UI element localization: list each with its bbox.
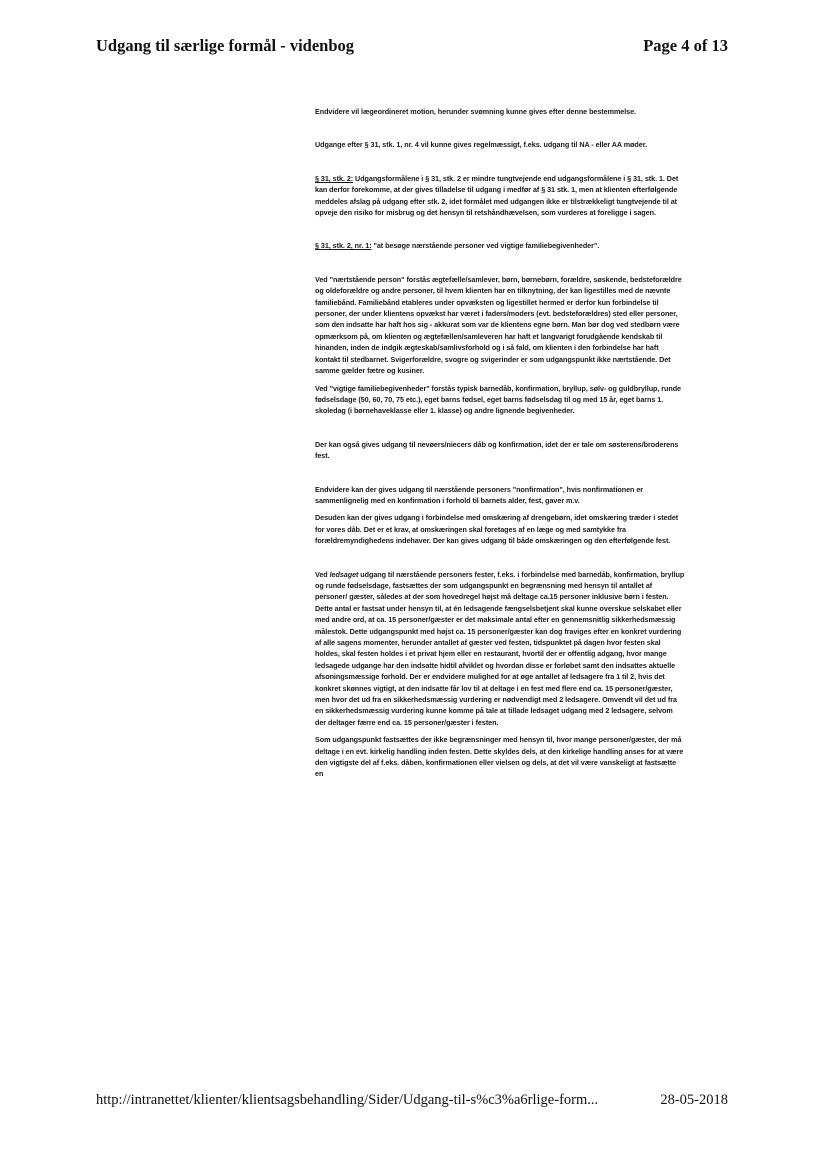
- paragraph-nephews-nieces: Der kan også gives udgang til nevøers/niecers dåb og konfirmation, idet der er tale om søsterens/broderens fest.: [315, 439, 679, 461]
- page-number: Page 4 of 13: [643, 36, 728, 55]
- section-text: "at besøge nærstående personer ved vigtige familiebegivenheder".: [371, 241, 600, 251]
- paragraph-section-31-2-1: [315, 240, 685, 251]
- paragraph-regular-leave: Udgange efter § 31, stk. 1, nr. 4 vil kunne gives regelmæssigt, f.eks. udgang til NA - eller AA møder.: [315, 140, 648, 150]
- section-reference: § 31, stk. 2:: [315, 173, 354, 183]
- paragraph-text: udgang til nærstående personers fester, f.eks. i forbindelse med barnedåb, konfirmation, bryllup og runde fødselsdage, fastsættes der som udgangspunkt en begrænsning med hensyn til antallet af personer/ gæster, således at der som hovedregel højst må deltage ca.15 personer inklusive børn i festen. Dette antal er fastsat under hensyn til, at én ledsagende fængselsbetjent skal kunne overskue selskabet eller med andre ord, at ca. 15 personer/gæster er det maksimale antal efter en gennemsnitlig sikkerhedsmæssig målestok. Dette udgangspunkt med højst ca. 15 personer/gæster kan dog fraviges efter en konkret vurdering af alle sagens momenter, herunder antallet af gæster ved festen, tidspunktet på dagen hvor festen skal holdes, skal festen holdes i et privat hjem eller en restaurant, hvortil der er offentlig adgang, hvor mange ledsagede udgange har den indsatte hidtil afviklet og hvordan disse er forløbet samt den indsattes aktuelle afsoningsmæssige forhold. Der er endvidere mulighed for at øge antallet af ledsagere fra 1 til 2, hvis det konkret skønnes vigtigt, at den indsatte får lov til at deltage i en fest med flere end ca. 15 personer/gæster, men hvor det ud fra en sikkerhedsmæssig vurdering er nødvendigt med 2 ledsagere. Omvendt vil det ud fra en sikkerhedsmæssig vurdering kunne komme på tale at tillade ledsaget udgang med 2 ledsagere, selvom der deltager færre end ca. 15 personer/gæster i festen.: [315, 569, 685, 727]
- paragraph-close-person: Ved "nærtstående person" forstås ægtefælle/samlever, børn, børnebørn, forældre, søskende, bedsteforældre og oldeforældre og andre personer, til hvem klienten har en tilknytning, der kan ligestilles med de nævnte familiebånd. Familiebånd etableres under opvæksten og ligestillet hermed er derfor kun forbindelse til personer, der under klientens opvækst har været i faders/moders (evt. bedsteforældres) sted eller personer, som den indsatte har haft hos sig - akkurat som var de klientens egne børn. Man bør dog ved stedbørn være opmærksom på, om klienten og ægtefællen/samleveren har haft et langvarigt forudgående kendskab til hinanden, inden de indgik ægteskab/samlivsforhold og i så fald, om klienten i den forbindelse har haft kontakt til stedbarnet. Svigerforældre, svogre og svigerinder er som udgangspunkt ikke nærtstående. Det samme gælder fætre og kusiner.: [315, 274, 682, 376]
- footer-url: http://intranettet/klienter/klientsagsbehandling/Sider/Udgang-til-s%c3%a6rlige-form...: [96, 1092, 599, 1108]
- section-text: Udgangsformålene i § 31, stk. 2 er mindre tungtvejende end udgangsformålene i § 31, stk. 1. Det kan derfor forekomme, at der gives tilladelse til udgang i medfør af § 31 stk. 1, men at klienten efterfølgende meddeles afslag på udgang efter stk. 2, idet formålet med udgangen ikke er tilstrækkeligt tungtvejende til at opveje den risiko for misbrug og det hensyn til retshåndhævelsen, som vurderes at foreligge i sagen.: [315, 173, 679, 218]
- footer-date: 28-05-2018: [660, 1092, 728, 1108]
- document-body: [315, 106, 685, 780]
- paragraph-section-31-2: [315, 173, 685, 219]
- paragraph-circumcision: Desuden kan der gives udgang i forbindelse med omskæring af drengebørn, idet omskæring træder i stedet for vores dåb. Det er et krav, at omskæringen skal foretages af en læge og med samtykke fra forældremyndighedens indehaver. Der kan gives udgang til både omskæringen og den efterfølgende fest.: [315, 513, 679, 546]
- paragraph-lead: Ved: [315, 569, 330, 579]
- paragraph-church-ceremony: Som udgangspunkt fastsættes der ikke begrænsninger med hensyn til, hvor mange personer/gæster, der må deltage i en evt. kirkelig handling inden festen. Dette skyldes dels, at den kirkelige handling anses for at være den vigtigste del af f.eks. dåben, konfirmationen eller vielsen og dels, at det vil være vanskeligt at fastsætte en: [315, 735, 684, 779]
- paragraph-escorted-leave: [315, 569, 685, 729]
- section-reference: § 31, stk. 2, nr. 1:: [315, 241, 372, 251]
- emphasis-escorted: ledsaget: [329, 569, 359, 579]
- page-title: Udgang til særlige formål - videnbog: [96, 36, 355, 55]
- paragraph-nonfirmation: Endvidere kan der gives udgang til nærstående personers "nonfirmation", hvis nonfirmationen er sammenlignelig med en konfirmation i forhold til barnets alder, fest, gaver m.v.: [315, 484, 644, 505]
- paragraph-motion: Endvidere vil lægeordineret motion, herunder svømning kunne gives efter denne bestemmelse.: [315, 107, 637, 116]
- paragraph-family-events: Ved "vigtige familiebegivenheder" forstås typisk barnedåb, konfirmation, bryllup, sølv- og guldbryllup, runde fødselsdage (50, 60, 70, 75 etc.), eget barns fødsel, eget barns fødselsdag til og med 15 år, eget barns 1. skoledag (i børnehaveklasse eller 1. klasse) og andre lignende begivenheder.: [315, 383, 681, 416]
